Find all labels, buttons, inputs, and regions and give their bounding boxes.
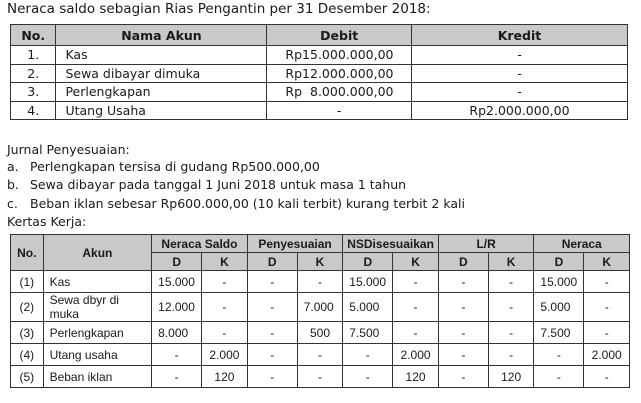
ws-cell: - [438,271,488,293]
ws-row-no: (3) [11,322,44,344]
ws-cell: - [534,344,584,366]
ws-cell: - [297,344,343,366]
row-account: Perlengkapan [56,83,267,102]
balance-header-row [11,25,628,46]
ws-cell: 120 [202,366,248,388]
row-no: 2. [11,64,56,83]
row-no: 4. [11,101,56,120]
row-account: Utang Usaha [56,101,267,120]
adjustment-text: Beban iklan sebesar Rp600.000,00 (10 kali terbit) kurang terbit 2 kali [30,196,465,211]
ws-cell: - [488,271,534,293]
ws-cell: 5.000 [534,293,584,322]
ws-row-account: Beban iklan [43,366,152,388]
ws-cell: 7.000 [297,293,343,322]
ws-sub-k: K [488,253,534,271]
adjustment-item [7,177,406,192]
ws-cell: 7.500 [534,322,584,344]
ws-cell: - [438,322,488,344]
table-row [11,83,628,102]
ws-cell: - [438,366,488,388]
ws-cell: - [202,271,248,293]
header-credit: Kredit [411,25,627,46]
ws-cell: - [343,344,393,366]
ws-cell: - [584,293,630,322]
ws-cell: - [202,293,248,322]
ws-row-account: Kas [43,271,152,293]
ws-cell: 8.000 [152,322,202,344]
ws-group-lr: L/R [438,235,534,253]
ws-cell: - [247,271,297,293]
ws-cell: 2.000 [202,344,248,366]
ws-cell: - [343,366,393,388]
row-credit: - [411,64,627,83]
table-row [11,46,628,65]
ws-cell: - [247,344,297,366]
ws-sub-d: D [534,253,584,271]
table-row [11,366,630,388]
ws-cell: 5.000 [343,293,393,322]
row-credit: Rp2.000.000,00 [411,101,627,120]
ws-cell: - [393,293,439,322]
table-row [11,271,630,293]
ws-cell: 2.000 [584,344,630,366]
ws-sub-k: K [393,253,439,271]
ws-cell: 7.500 [343,322,393,344]
ws-cell: - [152,366,202,388]
adjustment-item [7,196,465,211]
ws-cell: - [534,366,584,388]
ws-row-account: Utang usaha [43,344,152,366]
ws-row-no: (1) [11,271,44,293]
adjustments-title: Jurnal Penyesuaian: [7,142,130,157]
ws-cell: - [247,322,297,344]
ws-cell: - [584,366,630,388]
ws-cell: - [584,271,630,293]
row-account: Sewa dibayar dimuka [56,64,267,83]
ws-cell: 12.000 [152,293,202,322]
adjustment-text: Sewa dibayar pada tanggal 1 Juni 2018 untuk masa 1 tahun [30,177,407,192]
ws-sub-k: K [584,253,630,271]
worksheet-title: Kertas Kerja: [7,214,87,229]
ws-group-ns-disesuaikan: NSDisesuaikan [343,235,439,253]
ws-cell: - [297,366,343,388]
ws-cell: - [488,344,534,366]
ws-header-account: Akun [43,235,152,271]
ws-sub-d: D [247,253,297,271]
row-credit: - [411,46,627,65]
ws-row-no: (4) [11,344,44,366]
ws-cell: 15.000 [534,271,584,293]
ws-group-neraca: Neraca [534,235,630,253]
header-debit: Debit [267,25,412,46]
ws-cell: 120 [393,366,439,388]
header-no: No. [11,25,56,46]
ws-cell: 15.000 [152,271,202,293]
row-account: Kas [56,46,267,65]
adjustment-label: c. [7,196,18,211]
row-debit: Rp 8.000.000,00 [267,83,412,102]
table-row [11,64,628,83]
worksheet-table [10,234,630,388]
row-debit: Rp12.000.000,00 [267,64,412,83]
ws-group-penyesuaian: Penyesuaian [247,235,343,253]
ws-cell: - [488,322,534,344]
adjustment-label: a. [7,159,19,174]
table-row [11,293,630,322]
table-row [11,344,630,366]
ws-sub-k: K [297,253,343,271]
ws-row-account: Perlengkapan [43,322,152,344]
ws-cell: - [297,271,343,293]
ws-cell: - [488,293,534,322]
table-row [11,322,630,344]
ws-sub-d: D [438,253,488,271]
ws-row-no: (5) [11,366,44,388]
row-debit: - [267,101,412,120]
row-credit: - [411,83,627,102]
ws-cell: - [393,322,439,344]
ws-cell: 120 [488,366,534,388]
adjustment-item [7,159,320,174]
ws-cell: 2.000 [393,344,439,366]
ws-group-neraca-saldo: Neraca Saldo [152,235,248,253]
ws-row-account: Sewa dbyr di muka [43,293,152,322]
ws-cell: - [247,293,297,322]
ws-cell: - [584,322,630,344]
table-row [11,101,628,120]
worksheet-body [11,271,630,388]
ws-cell: - [152,344,202,366]
balance-table [10,24,628,120]
ws-cell: 15.000 [343,271,393,293]
ws-cell: - [438,344,488,366]
worksheet-group-row [11,235,630,253]
ws-header-no: No. [11,235,44,271]
row-no: 1. [11,46,56,65]
balance-title: Neraca saldo sebagian Rias Pengantin per 31 Desember 2018: [7,1,431,17]
ws-cell: - [438,293,488,322]
adjustment-label: b. [7,177,19,192]
row-no: 3. [11,83,56,102]
ws-cell: 500 [297,322,343,344]
ws-sub-k: K [202,253,248,271]
ws-cell: - [393,271,439,293]
ws-sub-d: D [343,253,393,271]
adjustment-text: Perlengkapan tersisa di gudang Rp500.000,00 [30,159,320,174]
row-debit: Rp15.000.000,00 [267,46,412,65]
ws-cell: - [247,366,297,388]
ws-sub-d: D [152,253,202,271]
ws-cell: - [202,322,248,344]
header-account: Nama Akun [56,25,267,46]
ws-row-no: (2) [11,293,44,322]
